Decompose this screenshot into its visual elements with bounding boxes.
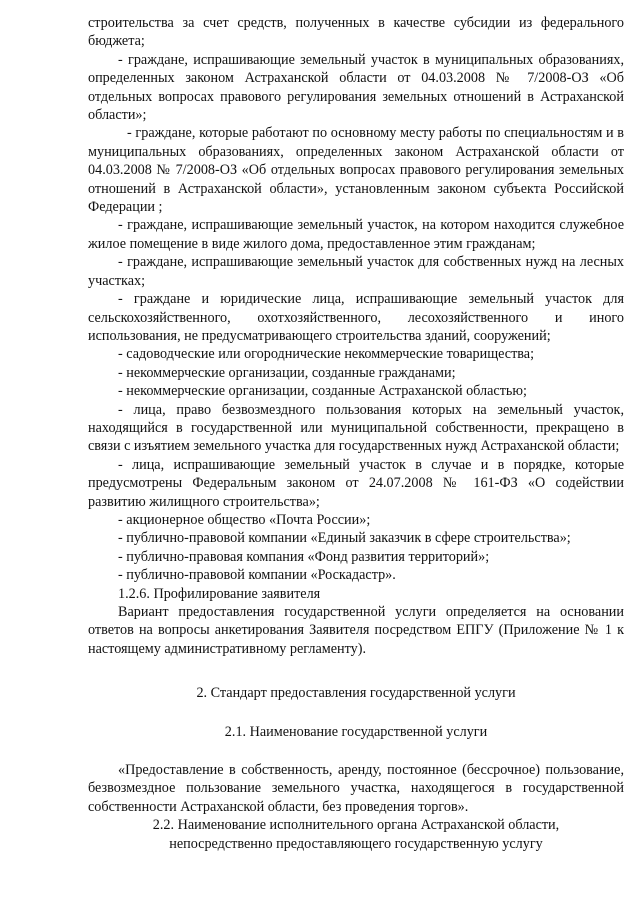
paragraph-subsidy-continuation: строительства за счет средств, полученных в качестве субсидии из федерального бюджета; (88, 15, 624, 50)
paragraph-region-ngos: - некоммерческие организации, созданные Астраханской областью; (118, 383, 527, 400)
paragraph-garden-partnerships: - садоводческие или огороднические некоммерческие товарищества; (118, 346, 535, 363)
paragraph-citizen-ngos: - некоммерческие организации, созданные гражданами; (118, 364, 456, 381)
paragraph-territory-fund: - публично-правовая компания «Фонд развития территорий»; (118, 548, 490, 565)
paragraph-profiling: Вариант предоставления государственной услуги определяется на основании ответов на вопросы анкетирования Заявителя посредством ЕПГУ (Приложение № 1 к настоящему административному регламенту). (88, 604, 624, 657)
paragraph-terminated-rights: - лица, право безвозмездного пользования которых на земельный участок, находящийся в государственной или муниципальной собственности, прекращено в связи с изъятием земельного участка для государственных нужд Астраханской области; (88, 401, 624, 455)
subsection-1-2-6-title: 1.2.6. Профилирование заявителя (118, 585, 321, 602)
section-2-2-heading-line2: непосредственно предоставляющего государственную услугу (169, 835, 543, 852)
paragraph-housing-development: - лица, испрашивающие земельный участок в случае и в порядке, которые предусмотрены Федеральным законом от 24.07.2008 № 161-ФЗ «О содействии развитию жилищного строительства»; (88, 456, 624, 510)
paragraph-roskadastr: - публично-правовой компании «Роскадастр». (118, 567, 396, 584)
service-name-quote: «Предоставление в собственность, аренду, постоянное (бессрочное) пользование, безвозмездное пользование земельного участка, находящегося в государственной собственности Астраханской области, без проведения торгов». (88, 762, 624, 815)
paragraph-agricultural-use: - граждане и юридические лица, испрашивающие земельный участок для сельскохозяйственного, охотхозяйственного, лесохозяйственного и иного использования, не предусматривающего строительства зданий, сооружений; (88, 291, 624, 344)
paragraph-unified-customer: - публично-правовой компании «Единый заказчик в сфере строительства»; (118, 530, 571, 547)
section-2-2-heading-line1: 2.2. Наименование исполнительного органа Астраханской области, (152, 817, 560, 834)
paragraph-service-housing: - граждане, испрашивающие земельный участок, на котором находится служебное жилое помещение в виде жилого дома, предоставленное этим гражданам; (88, 217, 624, 252)
section-2-1-heading: 2.1. Наименование государственной услуги (224, 723, 488, 740)
document-page (88, 14, 624, 853)
section-2-heading: 2. Стандарт предоставления государственной услуги (196, 685, 516, 702)
paragraph-russian-post: - акционерное общество «Почта России»; (118, 511, 371, 528)
paragraph-forest-plots: - граждане, испрашивающие земельный участок для собственных нужд на лесных участках; (88, 254, 624, 289)
paragraph-municipal-citizens: - граждане, испрашивающие земельный участок в муниципальных образованиях, определенных законом Астраханской области от 04.03.2008 № 7/2008-ОЗ «Об отдельных вопросах правового регулирования земельных отношений в Астраханской области»; (88, 51, 624, 124)
paragraph-working-citizens: - граждане, которые работают по основному месту работы по специальностям и в муниципальных образованиях, определенных законом Астраханской области от 04.03.2008 № 7/2008-ОЗ «Об отдельных вопросах правового регулирования земельных отношений в Астраханской области», установленным законом субъекта Российской Федерации ; (88, 125, 624, 216)
